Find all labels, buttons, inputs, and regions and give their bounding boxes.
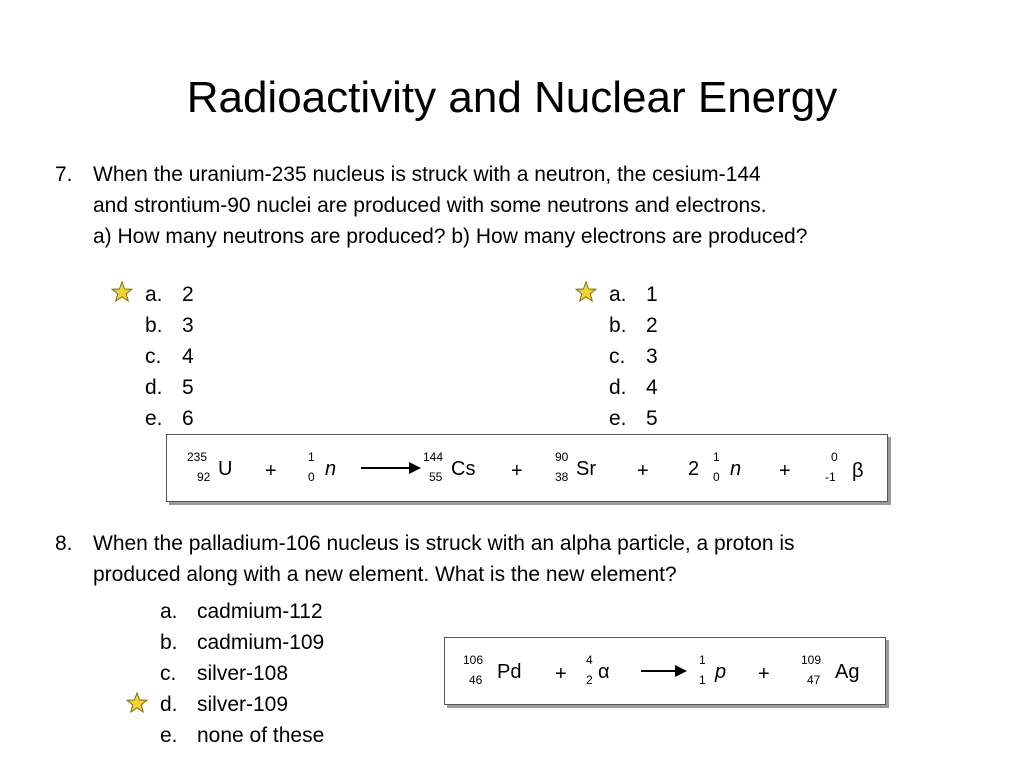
neutron-mass-number: 1 [713,450,720,464]
question-8-line-2: produced along with a new element. What is the new element? [93,563,677,586]
plus-sign: + [637,460,649,482]
neutron-atomic-number: 0 [713,470,720,484]
beta-symbol: β [852,460,864,482]
option-value: 2 [182,283,194,306]
option-letter: a. [609,283,627,306]
u-mass-number: 235 [187,450,208,464]
option-letter: c. [160,662,177,685]
beta-mass-number: 0 [831,450,838,464]
option-letter: e. [145,407,163,430]
question-7-number: 7. [55,163,73,186]
option-value: 4 [646,376,658,399]
proton-symbol: p [715,661,727,683]
option-letter: b. [160,631,178,654]
option-value: silver-108 [197,662,289,685]
ag-mass-number: 109 [801,653,822,667]
ag-atomic-number: 47 [807,673,821,687]
alpha-mass-number: 4 [586,653,593,667]
cs-atomic-number: 55 [429,470,443,484]
uranium-symbol: U [218,458,233,480]
option-value: 3 [646,345,658,368]
option-value: silver-109 [197,693,289,716]
option-value: 1 [646,283,658,306]
question-8-line-1: When the palladium-106 nucleus is struck with an alpha particle, a proton is [93,532,795,555]
alpha-symbol: α [598,661,610,683]
correct-answer-star-icon [126,692,148,714]
option-letter: d. [160,693,178,716]
plus-sign: + [511,460,523,482]
option-letter: b. [145,314,163,337]
option-letter: d. [609,376,627,399]
neutron-coefficient: 2 [688,458,700,480]
option-letter: a. [160,600,178,623]
option-value: cadmium-109 [197,631,325,654]
proton-mass-number: 1 [699,653,706,667]
question-7-line-1: When the uranium-235 nucleus is struck with a neutron, the cesium-144 [93,163,761,186]
reaction-arrow-icon [361,461,421,475]
option-value: 3 [182,314,194,337]
option-value: 2 [646,314,658,337]
alpha-atomic-number: 2 [586,673,593,687]
option-value: 5 [646,407,658,430]
correct-answer-star-icon [111,281,133,303]
strontium-symbol: Sr [576,458,596,480]
palladium-symbol: Pd [497,661,522,683]
plus-sign: + [779,460,791,482]
pd-atomic-number: 46 [469,673,483,687]
page-title: Radioactivity and Nuclear Energy [186,73,838,122]
sr-mass-number: 90 [555,450,569,464]
question-8-number: 8. [55,532,73,555]
option-letter: d. [145,376,163,399]
question-7-line-3: a) How many neutrons are produced? b) How many electrons are produced? [93,225,808,248]
q8-nuclear-equation-box [444,637,886,705]
silver-symbol: Ag [835,661,860,683]
question-7-line-2: and strontium-90 nuclei are produced with some neutrons and electrons. [93,194,767,217]
q7-nuclear-equation-box [166,434,888,502]
correct-answer-star-icon [575,281,597,303]
proton-atomic-number: 1 [699,673,706,687]
neutron-mass-number: 1 [308,450,315,464]
plus-sign: + [265,460,277,482]
option-letter: c. [145,345,162,368]
neutron-symbol: n [730,458,742,480]
reaction-arrow-icon [641,664,687,678]
option-letter: a. [145,283,163,306]
cs-mass-number: 144 [423,450,444,464]
option-value: none of these [197,724,325,747]
cesium-symbol: Cs [451,458,476,480]
option-letter: b. [609,314,627,337]
option-letter: e. [609,407,627,430]
option-letter: e. [160,724,178,747]
neutron-atomic-number: 0 [308,470,315,484]
option-value: 5 [182,376,194,399]
option-value: 6 [182,407,194,430]
neutron-symbol: n [325,458,337,480]
option-value: 4 [182,345,194,368]
plus-sign: + [758,663,770,685]
u-atomic-number: 92 [197,470,211,484]
beta-atomic-number: -1 [825,470,836,484]
option-letter: c. [609,345,626,368]
pd-mass-number: 106 [463,653,484,667]
sr-atomic-number: 38 [555,470,569,484]
option-value: cadmium-112 [197,600,323,623]
plus-sign: + [555,663,567,685]
